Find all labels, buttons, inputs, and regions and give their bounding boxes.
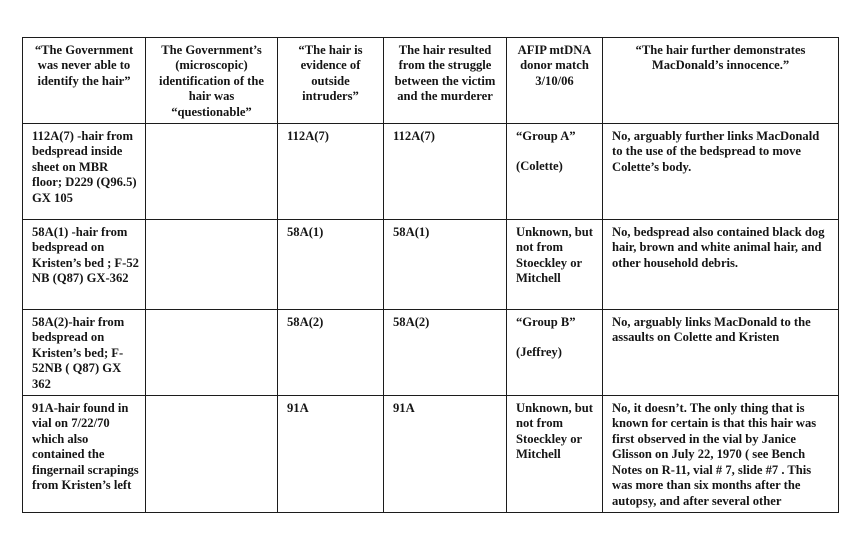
header-cell-innocence: “The hair further demonstrates MacDonald’s innocence.” [603, 38, 839, 124]
cell-afip-match [507, 310, 603, 396]
cell-struggle: 58A(2) [384, 310, 507, 396]
cell-hair-item: 112A(7) -hair from bedspread inside sheet on MBR floor; D229 (Q96.5) GX 105 [23, 124, 146, 220]
header-cell-afip-match: AFIP mtDNA donor match 3/10/06 [507, 38, 603, 124]
cell-innocence: No, arguably links MacDonald to the assaults on Colette and Kristen [603, 310, 839, 396]
header-row [23, 38, 839, 124]
header-cell-never-identified: “The Government was never able to identify the hair” [23, 38, 146, 124]
cell-questionable [146, 310, 278, 396]
cell-innocence: No, arguably further links MacDonald to the use of the bedspread to move Colette’s body. [603, 124, 839, 220]
cell-struggle: 112A(7) [384, 124, 507, 220]
document-page [22, 37, 839, 513]
cell-afip-match [507, 396, 603, 513]
cell-questionable [146, 220, 278, 310]
cell-questionable [146, 396, 278, 513]
table-row [23, 220, 839, 310]
cell-innocence: No, bedspread also contained black dog hair, brown and white animal hair, and other household debris. [603, 220, 839, 310]
cell-afip-match [507, 124, 603, 220]
header-cell-struggle: The hair resulted from the struggle between the victim and the murderer [384, 38, 507, 124]
spacer [516, 144, 596, 159]
header-cell-questionable: The Government’s (microscopic) identification of the hair was “questionable” [146, 38, 278, 124]
header-cell-outside-intruders: “The hair is evidence of outside intruders” [278, 38, 384, 124]
match-person: (Colette) [516, 159, 563, 174]
cell-hair-item: 91A-hair found in vial on 7/22/70 which also contained the fingernail scrapings from Kristen’s left [23, 396, 146, 513]
cell-hair-item: 58A(2)-hair from bedspread on Kristen’s bed; F-52NB ( Q87) GX 362 [23, 310, 146, 396]
cell-innocence: No, it doesn’t. The only thing that is known for certain is that this hair was first observed in the vial by Janice Glisson on July 22, 1970 ( see Bench Notes on R-11, vial # 7, slide #7 . This was more than six months after the autopsy, and after several other [603, 396, 839, 513]
cell-questionable [146, 124, 278, 220]
match-group: “Group B” [516, 315, 576, 330]
table-row [23, 396, 839, 513]
cell-intruders: 58A(1) [278, 220, 384, 310]
match-group: “Group A” [516, 129, 576, 144]
cell-intruders: 91A [278, 396, 384, 513]
spacer [516, 330, 596, 345]
cell-afip-match [507, 220, 603, 310]
hair-evidence-table [22, 37, 839, 513]
cell-struggle: 91A [384, 396, 507, 513]
match-person: (Jeffrey) [516, 345, 562, 360]
cell-intruders: 58A(2) [278, 310, 384, 396]
match-group: Unknown, but not from Stoeckley or Mitchell [516, 225, 594, 286]
cell-hair-item: 58A(1) -hair from bedspread on Kristen’s bed ; F-52 NB (Q87) GX-362 [23, 220, 146, 310]
table-row [23, 310, 839, 396]
table-row [23, 124, 839, 220]
cell-struggle: 58A(1) [384, 220, 507, 310]
match-group: Unknown, but not from Stoeckley or Mitchell [516, 401, 594, 462]
cell-intruders: 112A(7) [278, 124, 384, 220]
